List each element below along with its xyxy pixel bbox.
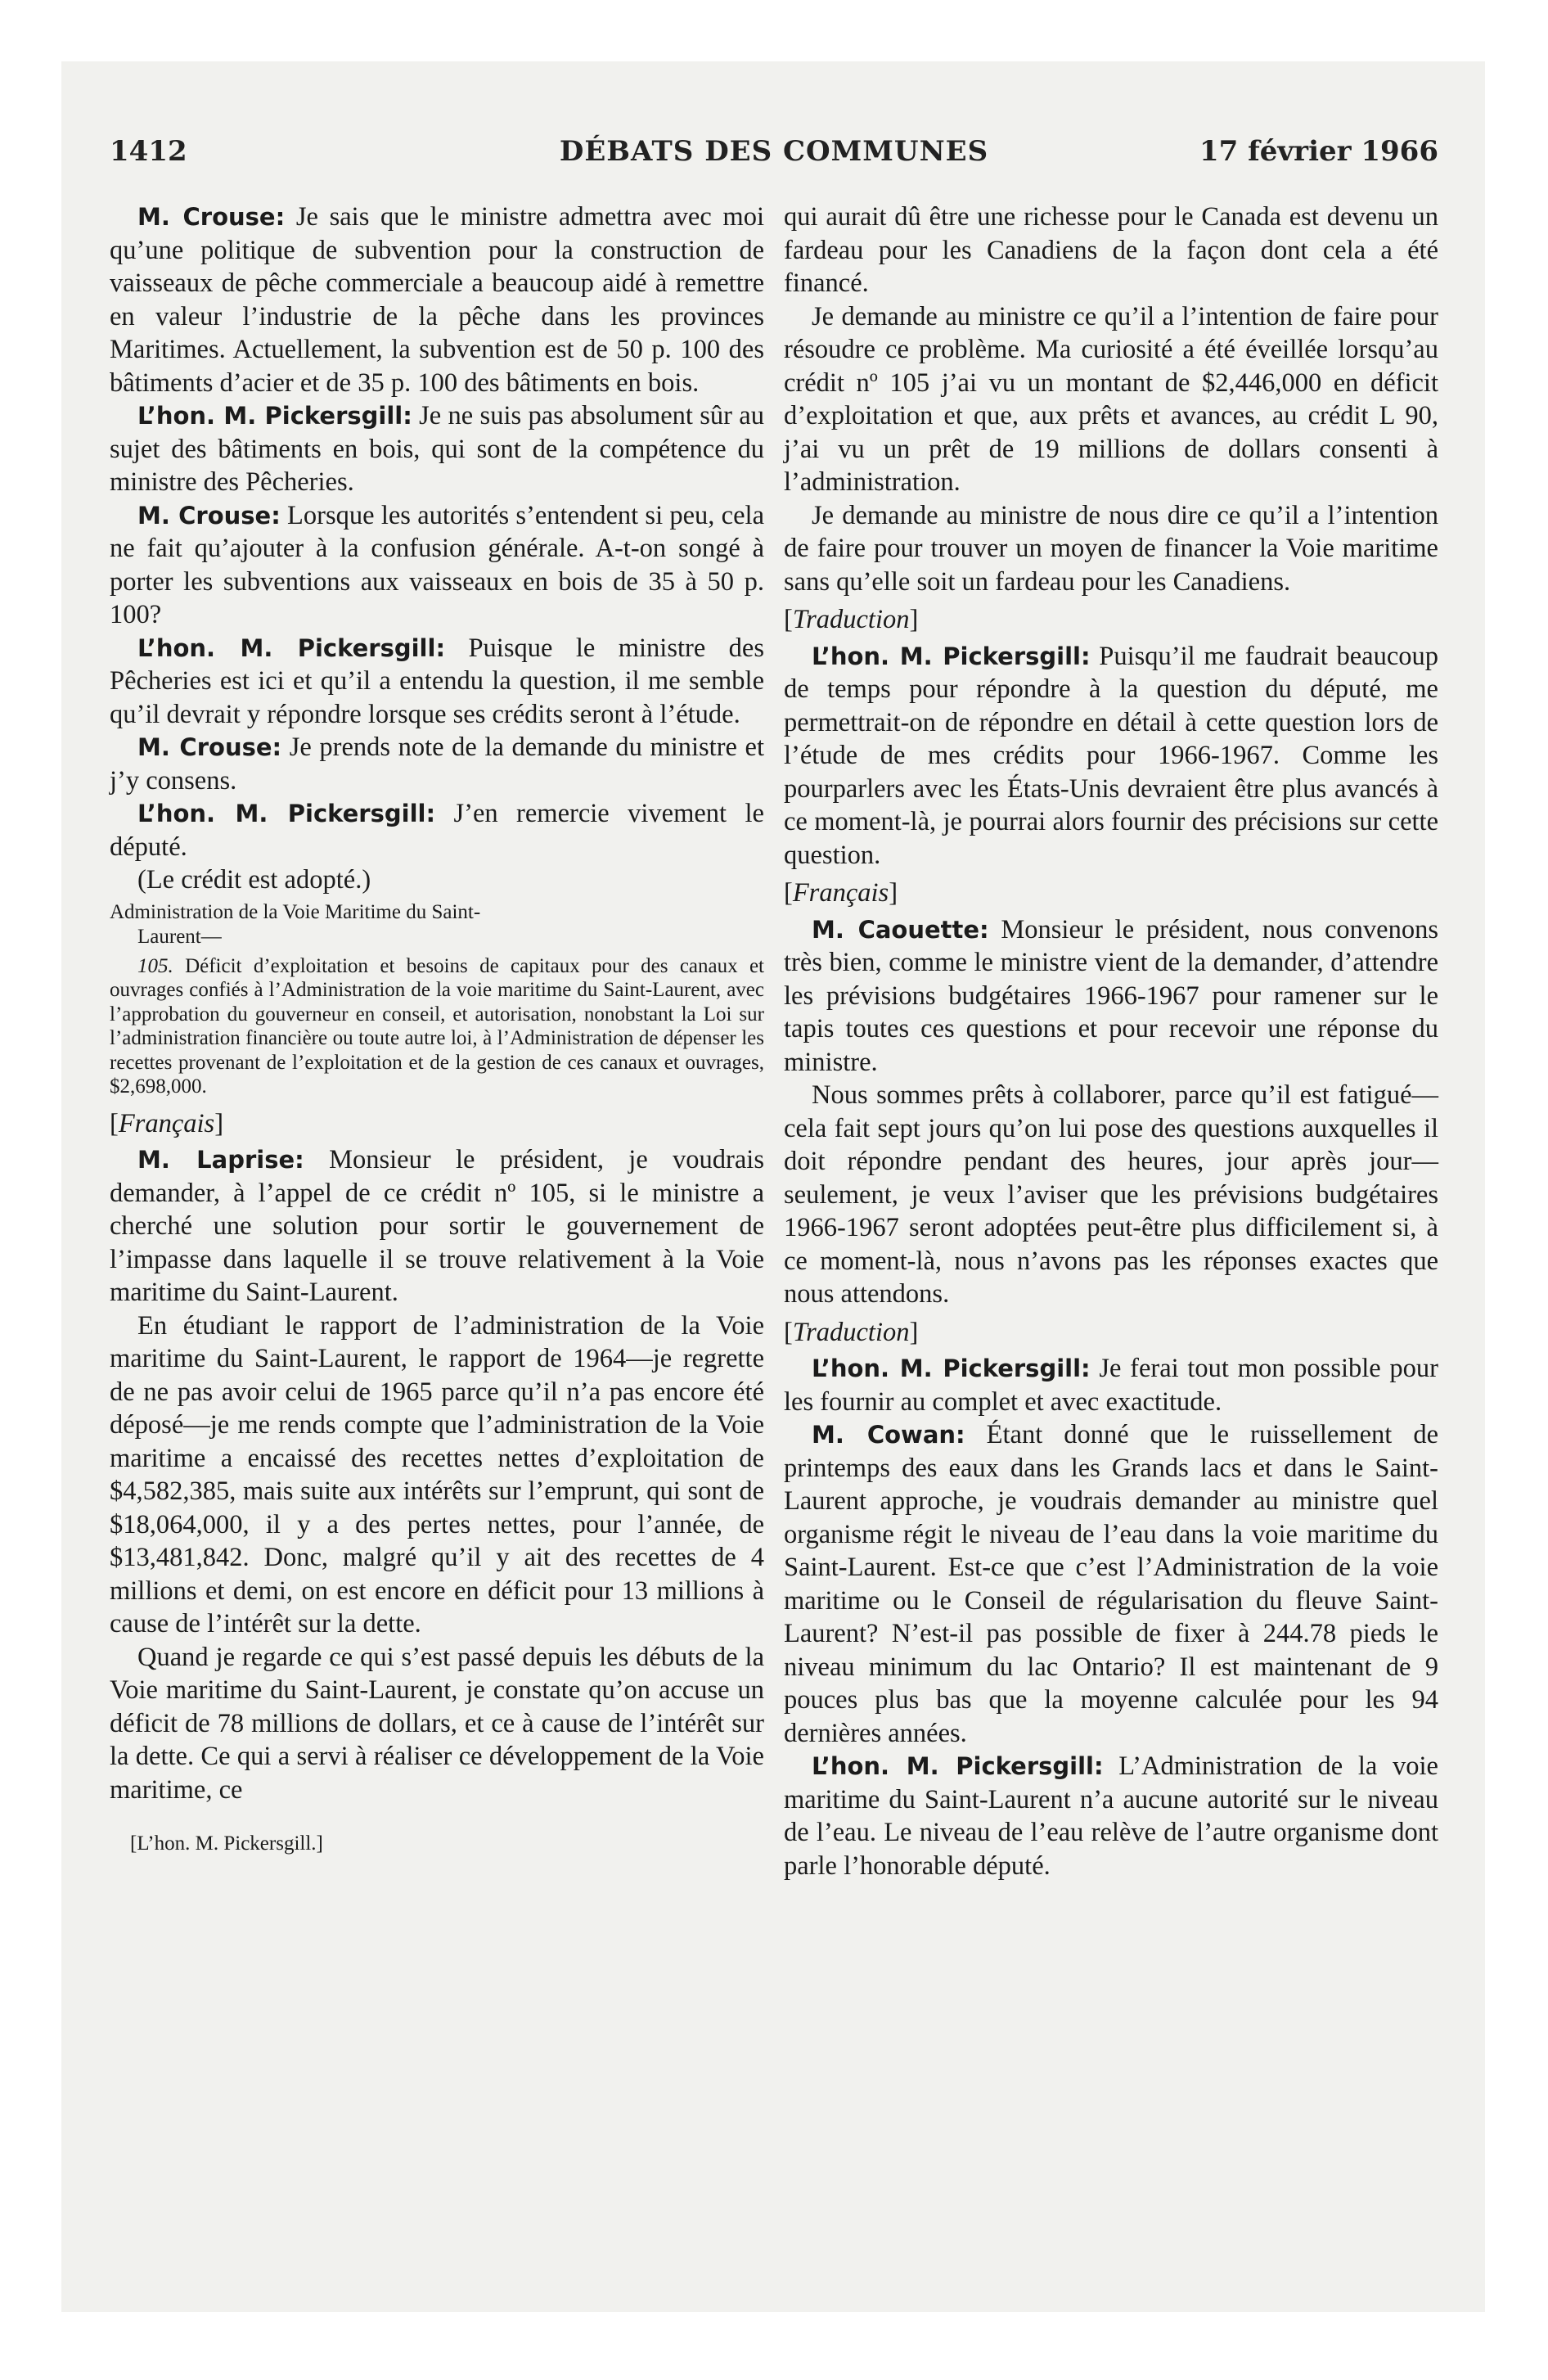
paragraph: Nous sommes prêts à collaborer, parce qu’il est fatigué—cela fait sept jours qu’on lui pose des questions auxquelles il doit répondre pendant des heures, jour après jour—seulement, je veux l’aviser que les prévisions budgétaires 1966-1967 seront adoptées peut-être plus difficilement si, à ce moment-là, nous n’avons pas les réponses exactes que nous attendons.: [784, 1080, 1438, 1309]
language-marker: [Traduction]: [784, 1317, 919, 1347]
paragraph: En étudiant le rapport de l’administration de la Voie maritime du Saint-Laurent, le rapport de 1964—je regrette de ne pas avoir celui de 1965 parce qu’il n’a pas encore été déposé—je me rends compte que l’administration de la Voie maritime a encaissé des recettes nettes d’exploitation de $4,582,385, mais suite aux intérêts sur l’emprunt, qui sont de $18,064,000, il y a des pertes nettes, pour l’année, de $13,481,842. Donc, malgré qu’il y ait des recettes de 4 millions et demi, on est encore en déficit pour 13 millions à cause de l’intérêt sur la dette.: [110, 1310, 764, 1639]
paragraph: [784, 913, 1438, 1080]
page-date: 17 février 1966: [1199, 135, 1438, 168]
language-marker: [Français]: [784, 878, 898, 908]
speech-text: Je sais que le ministre admettra avec moi qu’une politique de subvention pour la construction de vaisseaux de pêche commerciale a beaucoup aidé à remettre en valeur l’industrie de la pêche dans les provinces Maritimes. Actuellement, la subvention est de 50 p. 100 des bâtiments d’acier et de 35 p. 100 des bâtiments en bois.: [110, 202, 764, 398]
speech-text: Je ne suis pas absolument sûr au sujet des bâtiments en bois, qui sont de la compétence du ministre des Pêcheries.: [110, 401, 764, 497]
vote-heading: [110, 900, 764, 949]
speech-text: Lorsque les autorités s’entendent si peu, cela ne fait qu’ajouter à la confusion générale. A-t-on songé à porter les subventions aux vaisseaux en bois de 35 à 50 p. 100?: [110, 500, 764, 629]
paragraph: [110, 731, 764, 797]
language-marker: [Français]: [110, 1108, 224, 1138]
vote-number: 105.: [137, 954, 173, 977]
paragraph: [110, 632, 764, 732]
page-title: DÉBATS DES COMMUNES: [559, 135, 989, 168]
paragraph: [784, 1418, 1438, 1750]
speaker: M. Cowan:: [812, 1421, 965, 1449]
speech-text: Monsieur le président, nous convenons très bien, comme le ministre vient de la demander, d’attendre les prévisions budgétaires 1966-1967 pour ramener sur le tapis toutes ces questions et pour recevoir une réponse du ministre.: [784, 914, 1438, 1077]
speech-text: Étant donné que le ruissellement de printemps des eaux dans les Grands lacs et dans le Saint-Laurent approche, je voudrais demander au ministre quel organisme régit le niveau de l’eau dans la voie maritime du Saint-Laurent. Est-ce que c’est l’Administration de la voie maritime ou le Conseil de régularisation du fleuve Saint-Laurent? N’est-il pas possible de fixer à 244.78 pieds le niveau minimum du lac Ontario? Il est maintenant de 9 pouces plus bas que la moyenne calculée pour les 94 dernières années.: [784, 1420, 1439, 1748]
paragraph: [110, 499, 764, 632]
paragraph: Je demande au ministre de nous dire ce qu’il a l’intention de faire pour trouver un moyen de financer la Voie maritime sans qu’elle soit un fardeau pour les Canadiens.: [784, 500, 1438, 597]
speech-text: Puisque le ministre des Pêcheries est ici et qu’il a entendu la question, il me semble qu’il devrait y répondre lorsque ses crédits seront à l’étude.: [110, 633, 764, 729]
speaker: L’hon. M. Pickersgill:: [812, 642, 1091, 670]
right-column: [784, 201, 1438, 1882]
speech-text: Puisqu’il me faudrait beaucoup de temps pour répondre à la question du député, me permettrait-on de répondre en détail à cette question lors de l’étude de mes crédits pour 1966-1967. Comme les pourparlers avec les États-Unis devraient être plus avancés à ce moment-là, je pourrai alors fournir des précisions sur cette question.: [784, 641, 1438, 870]
paragraph: [110, 201, 764, 399]
speaker: L’hon. M. Pickersgill:: [137, 633, 446, 662]
speech-text: Je prends note de la demande du ministre et j’y consens.: [110, 732, 765, 796]
speaker: M. Crouse:: [137, 501, 281, 530]
speaker: M. Crouse:: [137, 203, 286, 231]
left-column: [110, 201, 764, 1861]
speech-text: Monsieur le président, je voudrais demander, à l’appel de ce crédit nº 105, si le ministre a cherché une solution pour sortir le gouvernement de l’impasse dans laquelle il se trouve relativement à la Voie maritime du Saint-Laurent.: [110, 1145, 764, 1307]
speaker: L’hon. M. Pickersgill:: [812, 1752, 1104, 1780]
paragraph: [784, 1352, 1438, 1418]
language-label: Français: [118, 1108, 215, 1138]
paragraph: Quand je regarde ce qui s’est passé depuis les débuts de la Voie maritime du Saint-Laurent, je constate qu’on accuse un déficit de 78 millions de dollars, et ce à cause de l’intérêt sur la dette. Ce qui a servi à réaliser ce développement de la Voie maritime, ce: [110, 1642, 764, 1805]
speaker: M. Caouette:: [812, 915, 989, 944]
speaker: L’hon. M. Pickersgill:: [812, 1355, 1091, 1382]
language-label: Traduction: [792, 1317, 910, 1347]
vote-heading-line2: Laurent—: [137, 925, 222, 948]
page-number: 1412: [110, 135, 187, 168]
paragraph: [784, 640, 1438, 872]
vote-text: Déficit d’exploitation et besoins de capitaux pour des canaux et ouvrages confiés à l’Administration de la voie maritime du Saint-Laurent, avec l’approbation du gouverneur en conseil, et autorisation, nonobstant la Loi sur l’administration financière ou toute autre loi, à l’Administration de dépenser les recettes provenant de l’exploitation et de la gestion de ces canaux et ouvrages, $2,698,000.: [110, 954, 764, 1098]
speech-text: Je ferai tout mon possible pour les fournir au complet et avec exactitude.: [784, 1354, 1438, 1417]
paragraph: [110, 1143, 764, 1309]
language-label: Traduction: [792, 605, 910, 634]
page-header: [110, 135, 1438, 184]
speech-text: J’en remercie vivement le député.: [110, 799, 764, 862]
language-marker: [Traduction]: [784, 605, 919, 634]
speaker: L’hon. M. Pickersgill:: [137, 402, 412, 430]
language-label: Français: [792, 878, 889, 908]
vote-heading-line1: Administration de la Voie Maritime du Saint-: [110, 900, 481, 923]
speaker: M. Crouse:: [137, 733, 282, 761]
paragraph: [110, 399, 764, 499]
speaker: M. Laprise:: [137, 1146, 304, 1174]
paragraph: [110, 797, 764, 863]
vote-item: [110, 954, 764, 1099]
scanned-page: [61, 61, 1485, 2312]
vote-adopted: (Le crédit est adopté.): [137, 865, 371, 895]
paragraph: qui aurait dû être une richesse pour le Canada est devenu un fardeau pour les Canadiens de la façon dont cela a été financé.: [784, 202, 1438, 298]
paragraph: Je demande au ministre ce qu’il a l’intention de faire pour résoudre ce problème. Ma curiosité a été éveillée lorsqu’au crédit nº 105 j’ai vu un montant de $2,446,000 en déficit d’exploitation et que, aux prêts et avances, au crédit L 90, j’ai vu un prêt de 19 millions de dollars consenti à l’administration.: [784, 301, 1438, 497]
speaker: L’hon. M. Pickersgill:: [137, 800, 436, 827]
page-footer: [L’hon. M. Pickersgill.]: [130, 1832, 323, 1855]
paragraph: [784, 1750, 1438, 1882]
speech-text: L’Administration de la voie maritime du Saint-Laurent n’a aucune autorité sur le niveau de l’eau. Le niveau de l’eau relève de l’autre organisme dont parle l’honorable député.: [784, 1751, 1438, 1881]
